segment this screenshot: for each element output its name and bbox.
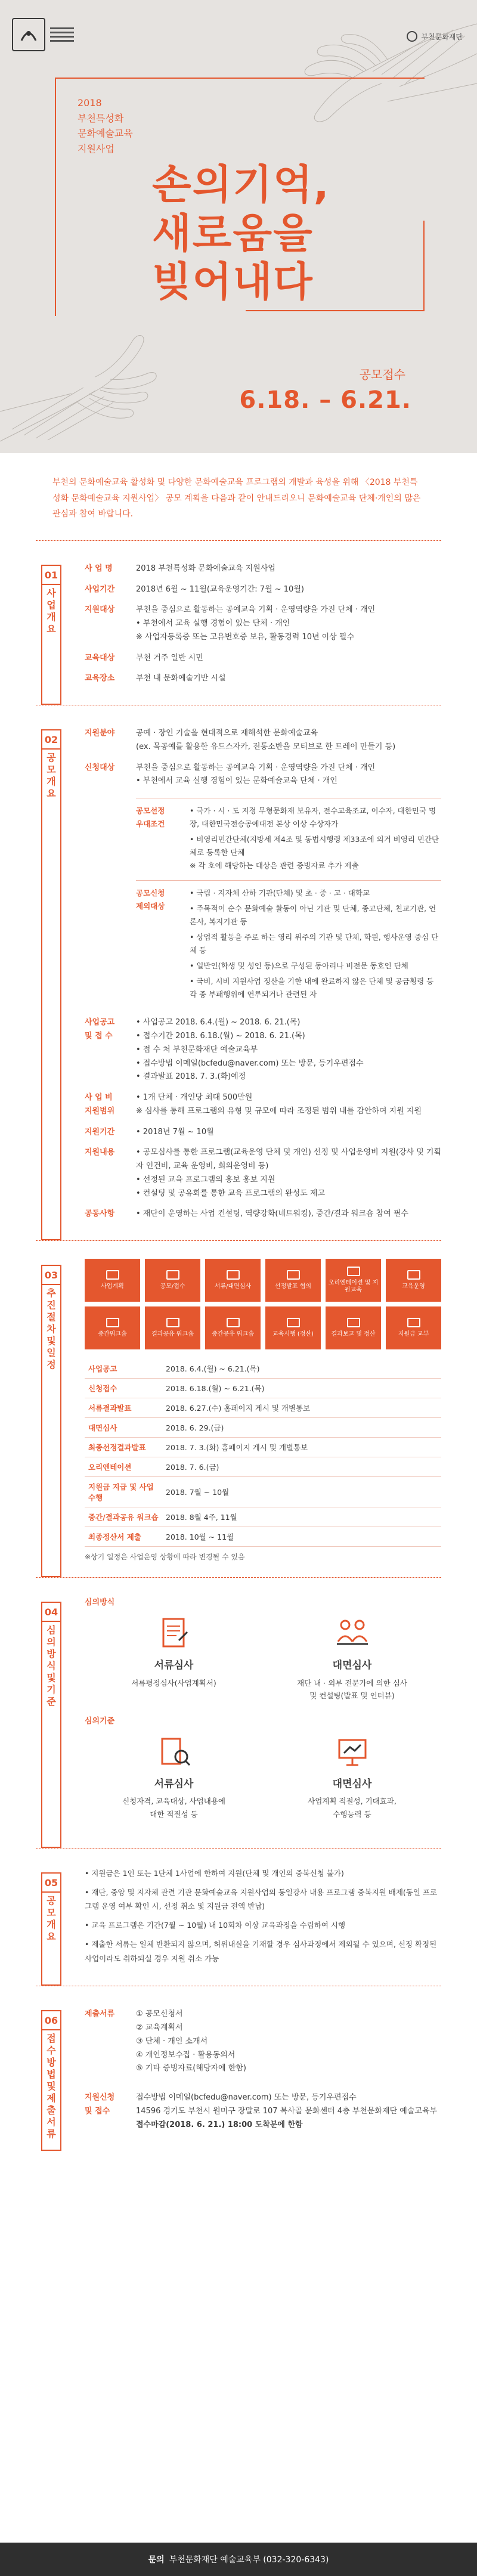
process-step — [205, 1306, 261, 1349]
section-number: 01 — [42, 569, 60, 585]
review-method-document — [103, 1614, 246, 1702]
process-step — [386, 1306, 441, 1349]
section-review — [36, 1578, 441, 1849]
exclusion-block — [136, 880, 441, 1003]
schedule-value: 2018. 7. 3.(화) 홈페이지 게시 및 개별통보 — [162, 1438, 441, 1457]
section-title-char: 서 — [47, 2116, 56, 2128]
step-icon — [106, 1318, 119, 1327]
section-title-char: 요 — [47, 623, 56, 634]
section-title-char: 심 — [47, 1624, 56, 1636]
section-submit — [36, 1986, 441, 2151]
subtitle-line: 지원사업 — [78, 143, 114, 154]
info-row — [85, 1088, 441, 1122]
step-label: 결과공유 워크숍 — [151, 1331, 194, 1338]
method-desc: 재단 내 · 외부 전문가에 의한 심사 및 컨설팅(발표 및 인터뷰) — [297, 1679, 407, 1701]
schedule-key: 신청접수 — [85, 1379, 162, 1398]
table-row — [85, 1359, 441, 1379]
section-title-char: 진 — [47, 1299, 56, 1311]
section-title-char: 식 — [47, 1660, 56, 1672]
section-number: 03 — [42, 1270, 60, 1285]
step-icon — [166, 1270, 179, 1280]
section-overview — [36, 541, 441, 705]
interview-icon — [333, 1614, 371, 1652]
criteria-desc: 사업계획 적절성, 기대효과, 수행능력 등 — [308, 1797, 397, 1819]
step-label: 중간워크숍 — [98, 1331, 127, 1338]
doc-item: ④ 개인정보수집 · 활용동의서 — [136, 2050, 236, 2060]
info-row — [85, 580, 441, 600]
section-title-char: 제 — [47, 2092, 56, 2104]
list-item: • 상업적 활동을 주로 하는 영리 위주의 기관 및 단체, 학원, 행사운영 중심 단체 등 — [190, 933, 439, 955]
step-label: 지원금 교부 — [398, 1331, 429, 1338]
period-label: 공모접수 — [359, 367, 405, 382]
schedule-table — [85, 1359, 441, 1547]
process-step — [85, 1259, 140, 1302]
section-title-char: 절 — [47, 1311, 56, 1323]
section-tag — [41, 565, 61, 705]
row-key: 신청대상 — [85, 763, 115, 772]
row-value: 부천을 중심으로 활동하는 공예교육 기획 · 운영역량을 가진 단체 · 개인 • 부천에서 교육 실행 경험이 있는 문화예술교육 단체 · 개인 — [136, 763, 376, 786]
list-item: • 지원금은 1인 또는 1단체 1사업에 한하여 지원(단체 및 개인의 중복신청 불가) — [85, 1868, 344, 1878]
section-title-char: 모 — [47, 764, 56, 776]
title-frame-right — [422, 221, 425, 310]
doc-item: ① 공모신청서 — [136, 2010, 183, 2019]
review-criteria-document — [103, 1733, 246, 1820]
section-title-char: 추 — [47, 1287, 56, 1299]
table-row — [85, 1418, 441, 1438]
section-title-char: 법 — [47, 2069, 56, 2080]
emblem-logo — [12, 17, 78, 52]
section-title-char: 방 — [47, 2057, 56, 2069]
title-line: 빚어내다 — [152, 259, 314, 306]
row-key: 교육대상 — [85, 653, 115, 662]
contact-footer — [0, 2543, 477, 2576]
method-name: 대면심사 — [332, 1659, 372, 1672]
schedule-value: 2018. 8월 4주, 11월 — [162, 1507, 441, 1527]
section-tag — [41, 729, 61, 1240]
table-row — [85, 1507, 441, 1527]
table-row — [85, 1477, 441, 1507]
section-tag — [41, 1872, 61, 1986]
row-value: • 사업공고 2018. 6.4.(월) ~ 2018. 6. 21.(목) • 접수기간 2018. 6.18.(월) ~ 2018. 6. 21.(목) • 접 수 처 부천문화재단 예술교육부 • 접수방법 이메일(bcfedu@naver.com) 또는 방문, 등기우편접수 • 결과발표 2018. 7. 3.(화)예정 — [136, 1018, 364, 1082]
step-icon — [347, 1267, 360, 1276]
method-line: 접수방법 이메일(bcfedu@naver.com) 또는 방문, 등기우편접수 — [136, 2093, 357, 2103]
row-key: 지원내용 — [85, 1148, 115, 1157]
document-review-icon — [155, 1614, 193, 1652]
doc-item: ③ 단체 · 개인 소개서 — [136, 2036, 208, 2046]
step-label: 교육시행 (정산) — [272, 1331, 314, 1338]
method-line: 14596 경기도 부천시 원미구 장말로 107 복사골 문화센터 4층 부천문화재단 예술교육부 — [136, 2106, 438, 2116]
section-title-char: 기 — [47, 1684, 56, 1696]
step-icon — [407, 1318, 420, 1327]
section-tag — [41, 2010, 61, 2151]
intro-text: 부천의 문화예술교육 활성화 및 다양한 문화예술교육 프로그램의 개발과 육성을 위해 〈2018 부천특성화 문화예술교육 지원사업〉 공모 계획을 다음과 같이 안내드리오니 문화예술교육 단체·개인의 많은 관심과 참여 바랍니다. — [36, 453, 441, 541]
list-item: • 비영리민간단체(지방세 제4조 및 동법시행령 제33조에 의거 비영리 민간단체로 등록한 단체 ※ 각 호에 해당하는 대상은 관련 증빙자료 추가 제출 — [190, 834, 439, 870]
schedule-value: 2018. 6.27.(수) 홈페이지 게시 및 개별통보 — [162, 1398, 441, 1418]
section-title-char: 요 — [47, 1930, 56, 1942]
section-title-char: 일 — [47, 1347, 56, 1359]
row-value: 부천을 중심으로 활동하는 공예교육 기획 · 운영역량을 가진 단체 · 개인 • 부천에서 교육 실행 경험이 있는 단체 · 개인 ※ 사업자등록증 또는 고유번호증 보유, 활동경력 10년 이상 필수 — [136, 605, 376, 642]
info-row — [85, 1013, 441, 1088]
section-title-char: 및 — [47, 1335, 56, 1347]
info-row — [85, 723, 441, 758]
list-item: • 주목적이 순수 문화예술 활동이 아닌 기관 및 단체, 종교단체, 친교기관, 언론사, 복지기관 등 — [190, 904, 436, 927]
table-row — [85, 1457, 441, 1477]
section-number: 02 — [42, 734, 60, 750]
contact-text: 부천문화재단 예술교육부 (032-320-6343) — [169, 2555, 329, 2565]
list-item: • 제출한 서류는 일체 반환되지 않으며, 허위내실을 기재할 경우 심사과정에서 제외될 수 있으며, 선정 확정된 사업이라도 취하되실 경우 지원 취소 가능 — [85, 1939, 437, 1963]
review-method-interview — [281, 1614, 424, 1702]
list-item: • 국가 · 시 · 도 지정 무형문화재 보유자, 전수교육조교, 이수자, 대한민국 명장, 대한민국전승공예대전 본상 이상 수상자가 — [190, 806, 436, 828]
step-icon — [287, 1318, 300, 1327]
table-row — [85, 1398, 441, 1418]
step-label: 중간공유 워크숍 — [212, 1331, 254, 1338]
program-subtitle — [78, 95, 133, 156]
section-title-char: 공 — [47, 752, 56, 764]
hero-banner — [0, 0, 477, 453]
evaluation-icon — [333, 1733, 371, 1771]
table-row — [85, 1527, 441, 1547]
section-title-char: 차 — [47, 1323, 56, 1335]
criteria-title: 심의기준 — [85, 1716, 115, 1726]
row-key: 교육장소 — [85, 674, 115, 683]
row-key: 사업공고 및 접 수 — [85, 1018, 115, 1041]
process-step — [265, 1306, 321, 1349]
list-item: • 국립 · 지자체 산하 기관(단체) 및 초 · 중 · 고 · 대학교 — [190, 888, 370, 898]
method-desc: 서류평정심사(사업계획서) — [131, 1679, 216, 1688]
step-label: 오리엔테이션 및 지원교육 — [328, 1280, 379, 1294]
process-step — [386, 1259, 441, 1302]
section-title-char: 요 — [47, 788, 56, 800]
row-value: 부천 내 문화예술기반 시설 — [136, 674, 226, 683]
notice-list — [85, 1866, 441, 1966]
step-icon — [106, 1270, 119, 1280]
section-number: 04 — [42, 1606, 60, 1622]
info-row — [85, 600, 441, 648]
list-item: • 국비, 시비 지원사업 정산을 기한 내에 완료하지 않은 단체 및 공금횡령 등 각 종 부패행위에 연루되거나 관련된 자 — [190, 976, 434, 999]
process-steps — [85, 1259, 441, 1349]
doc-item: ② 교육계획서 — [136, 2023, 183, 2033]
deadline-line: 접수마감(2018. 6. 21.) 18:00 도착분에 한함 — [136, 2120, 303, 2129]
info-row — [85, 758, 441, 792]
priority-label: 공모선정 우대조건 — [136, 806, 165, 828]
step-label: 교육운영 — [402, 1283, 425, 1290]
info-row — [85, 668, 441, 689]
seal-icon — [12, 18, 45, 51]
step-icon — [227, 1270, 240, 1280]
step-label: 선정발표 협의 — [274, 1283, 312, 1290]
process-step — [326, 1259, 381, 1302]
schedule-value: 2018. 6.18.(월) ~ 6.21.(목) — [162, 1379, 441, 1398]
info-row — [85, 1204, 441, 1225]
section-title-char: 공 — [47, 1894, 56, 1906]
exclusion-label: 공모신청 제외대상 — [136, 888, 165, 911]
section-procedure — [36, 1241, 441, 1578]
section-tag — [41, 1265, 61, 1577]
process-step — [205, 1259, 261, 1302]
row-value: • 1개 단체 · 개인당 최대 500만원 ※ 심사를 통해 프로그램의 유형 및 규모에 따라 조정된 범위 내를 감안하여 지원 지원 — [136, 1093, 422, 1116]
section-title-char: 접 — [47, 2033, 56, 2045]
section-title-char: 개 — [47, 1918, 56, 1930]
info-row — [85, 2088, 441, 2135]
info-row — [85, 1143, 441, 1204]
section-title-char: 준 — [47, 1696, 56, 1708]
row-value: 부천 거주 일반 시민 — [136, 653, 203, 662]
section-title-char: 사 — [47, 587, 56, 599]
row-key: 사 업 비 지원범위 — [85, 1093, 115, 1116]
schedule-key: 지원금 지급 및 사업수행 — [85, 1477, 162, 1507]
criteria-desc: 신청자격, 교육대상, 사업내용에 대한 적절성 등 — [122, 1797, 225, 1819]
schedule-value: 2018. 10월 ~ 11월 — [162, 1527, 441, 1547]
row-value: • 재단이 운영하는 사업 컨설팅, 역량강화(네트워킹), 중간/결과 워크숍 참여 필수 — [136, 1209, 408, 1219]
section-contest — [36, 705, 441, 1241]
foundation-name: 부천문화재단 — [421, 32, 463, 41]
schedule-note: ※상기 일정은 사업운영 상황에 따라 변경될 수 있음 — [85, 1553, 245, 1562]
list-item: • 교육 프로그램은 기간(7월 ~ 10월) 내 10회차 이상 교육과정을 수립하여 시행 — [85, 1921, 346, 1930]
step-icon — [166, 1318, 179, 1327]
info-row — [85, 648, 441, 669]
schedule-key: 서류결과발표 — [85, 1398, 162, 1418]
process-step — [265, 1259, 321, 1302]
section-title-char: 류 — [47, 2128, 56, 2140]
section-notice — [36, 1849, 441, 1987]
row-value: • 공모심사를 통한 프로그램(교육운영 단체 및 개인) 선정 및 사업운영비 지원(강사 및 기획자 인건비, 교육 운영비, 회의운영비 등) • 선정된 교육 프로그램의 홍보 홍보 지원 • 컨설팅 및 공유회를 통한 교육 프로그램의 완성도 제고 — [136, 1148, 442, 1198]
criteria-name: 대면심사 — [332, 1778, 372, 1790]
section-title-char: 방 — [47, 1648, 56, 1660]
step-icon — [407, 1270, 420, 1280]
section-number: 06 — [42, 2015, 60, 2030]
schedule-value: 2018. 6.4.(월) ~ 6.21.(목) — [162, 1359, 441, 1379]
process-step — [145, 1306, 200, 1349]
step-icon — [227, 1318, 240, 1327]
process-step — [145, 1259, 200, 1302]
row-key: 공동사항 — [85, 1209, 115, 1219]
criteria-name: 서류심사 — [154, 1778, 194, 1790]
section-title-char: 및 — [47, 1672, 56, 1684]
section-title-char: 정 — [47, 1359, 56, 1371]
schedule-key: 중간/결과공유 워크숍 — [85, 1507, 162, 1527]
title-line: 새로움을 — [152, 210, 314, 258]
section-title-char: 및 — [47, 2080, 56, 2092]
section-title-char: 업 — [47, 599, 56, 611]
section-tag — [41, 1602, 61, 1848]
table-row — [85, 1438, 441, 1457]
title-line: 손의기억, — [152, 162, 330, 209]
application-period: 6.18. – 6.21. — [239, 386, 411, 414]
process-step — [85, 1306, 140, 1349]
info-row — [85, 2004, 441, 2079]
section-title-char: 수 — [47, 2045, 56, 2057]
step-icon — [287, 1270, 300, 1280]
schedule-key: 최종정산서 제출 — [85, 1527, 162, 1547]
info-row — [85, 1122, 441, 1143]
section-title-char: 개 — [47, 611, 56, 623]
review-criteria-interview — [281, 1733, 424, 1820]
subtitle-line: 문화예술교육 — [78, 128, 133, 140]
list-item: • 일반인(학생 및 성인 등)으로 구성된 동아리나 비전문 동호인 단체 — [190, 961, 408, 970]
list-item: • 재단, 중앙 및 지자체 관련 기관 문화예술교육 지원사업의 동일강사 내용 프로그램 중복지원 배제(동일 프로그램 운영 여부 확인 시, 선정 취소 및 지원금 전액 반납) — [85, 1887, 438, 1911]
row-key: 제출서류 — [85, 2010, 115, 2019]
table-row — [85, 1379, 441, 1398]
info-row — [85, 559, 441, 580]
section-title-char: 개 — [47, 776, 56, 788]
title-frame-bottom — [246, 310, 425, 311]
section-title-char: 출 — [47, 2104, 56, 2116]
main-title — [152, 161, 330, 307]
row-key: 지원신청 및 접수 — [85, 2093, 115, 2116]
doc-item: ⑤ 기타 증빙자료(해당자에 한함) — [136, 2064, 246, 2073]
schedule-key: 최종선정결과발표 — [85, 1438, 162, 1457]
section-title-char: 모 — [47, 1906, 56, 1918]
contact-label: 문의 — [148, 2555, 165, 2565]
schedule-value: 2018. 7월 ~ 10월 — [162, 1477, 441, 1507]
process-step — [326, 1306, 381, 1349]
document-criteria-icon — [155, 1733, 193, 1771]
schedule-value: 2018. 6. 29.(금) — [162, 1418, 441, 1438]
row-key: 지원대상 — [85, 605, 115, 615]
row-value: 2018년 6월 ~ 11월(교육운영기간: 7월 ~ 10월) — [136, 584, 304, 594]
row-key: 사 업 명 — [85, 564, 113, 573]
step-label: 서류/대면심사 — [214, 1283, 252, 1290]
subtitle-line: 부천특성화 — [78, 112, 124, 124]
method-title: 심의방식 — [85, 1598, 115, 1608]
section-number: 05 — [42, 1877, 60, 1893]
row-value: 공예 · 장인 기술을 현대적으로 재해석한 문화예술교육 (ex. 목공예를 활용한 유드스자카, 전통소반을 모티브로 한 트레이 만들기 등) — [136, 729, 396, 751]
schedule-key: 오리엔테이션 — [85, 1457, 162, 1477]
step-label: 결과보고 및 정산 — [331, 1331, 376, 1338]
priority-block — [136, 798, 441, 874]
row-value: 2018 부천특성화 문화예술교육 지원사업 — [136, 564, 275, 573]
schedule-key: 대면심사 — [85, 1418, 162, 1438]
row-key: 지원분야 — [85, 729, 115, 738]
step-label: 공모/접수 — [160, 1283, 185, 1290]
row-key: 사업기간 — [85, 584, 115, 594]
subtitle-line: 2018 — [78, 97, 102, 109]
row-key: 지원기간 — [85, 1127, 115, 1137]
step-icon — [347, 1318, 360, 1327]
schedule-key: 사업공고 — [85, 1359, 162, 1379]
row-value: • 2018년 7월 ~ 10월 — [136, 1127, 214, 1137]
method-name: 서류심사 — [154, 1659, 194, 1672]
schedule-value: 2018. 7. 6.(금) — [162, 1457, 441, 1477]
unesco-mark-icon — [50, 27, 74, 42]
step-label: 사업계획 — [101, 1283, 124, 1290]
section-title-char: 의 — [47, 1636, 56, 1648]
